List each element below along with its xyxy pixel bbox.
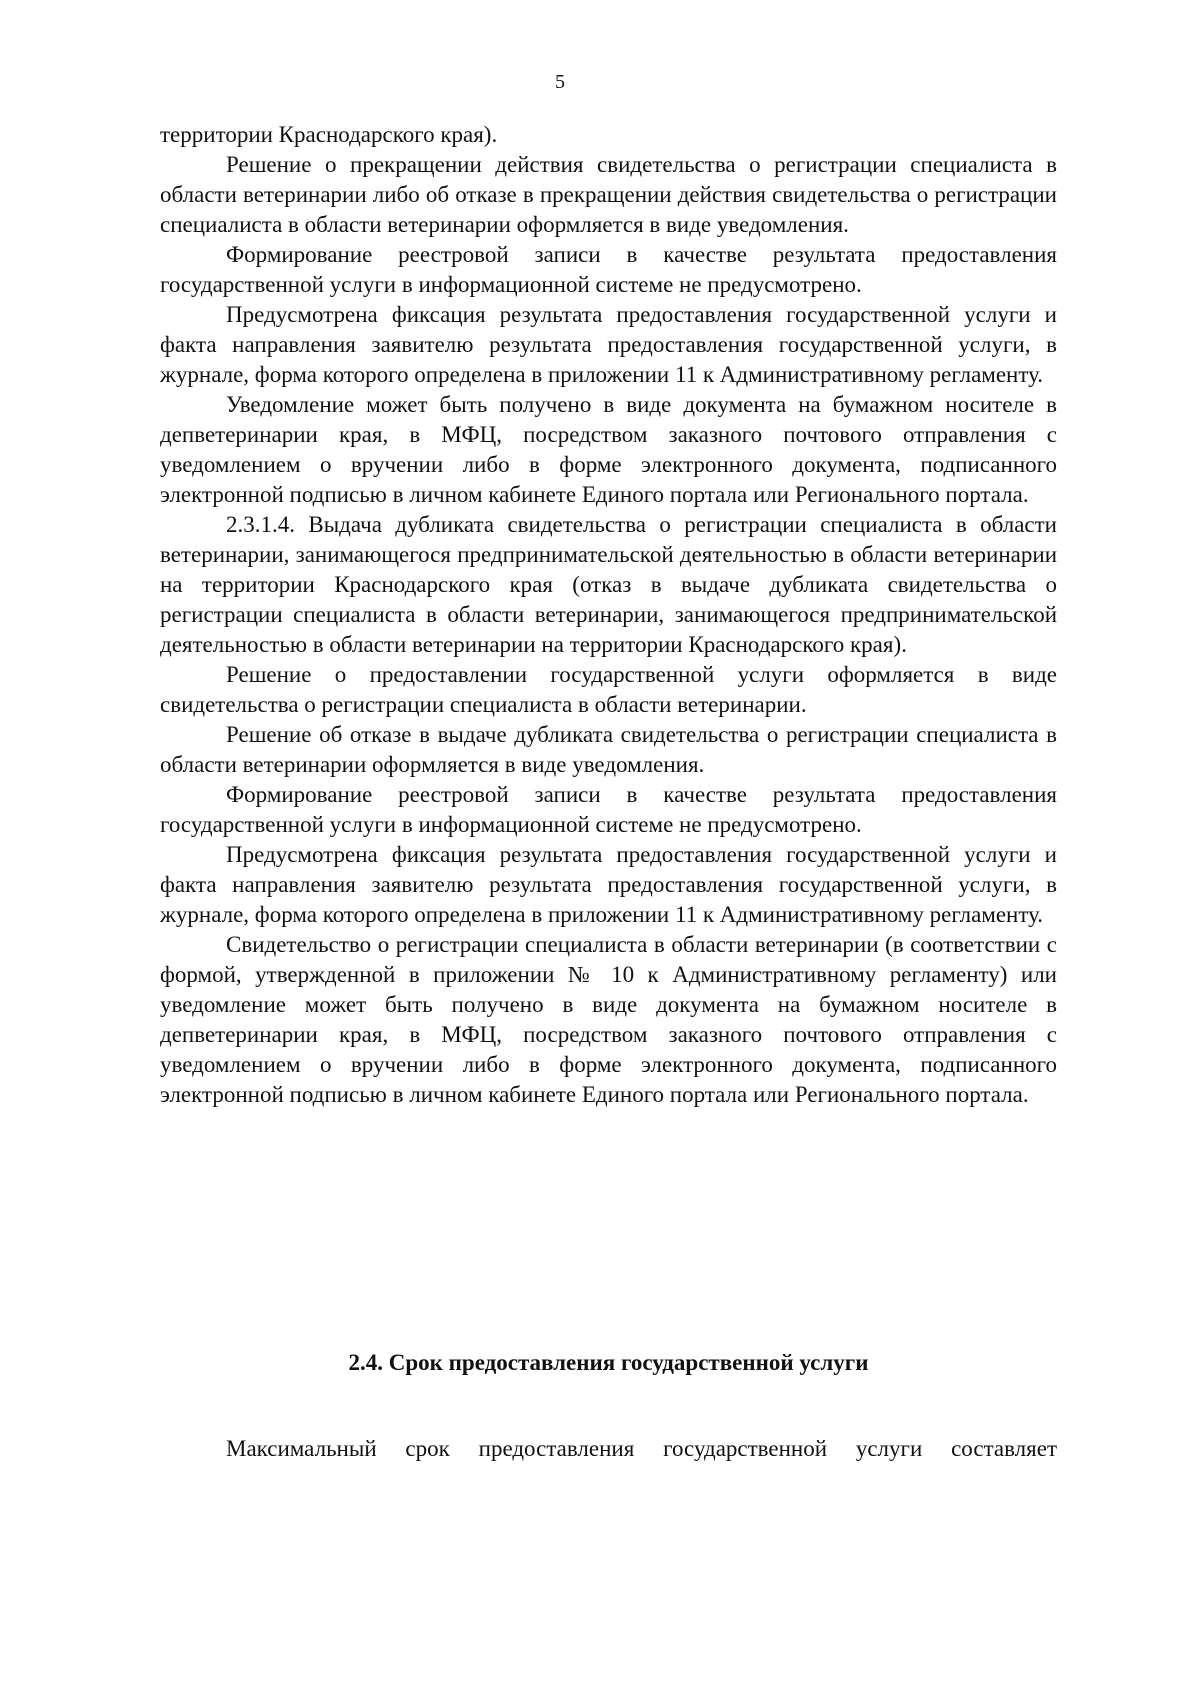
- paragraph: Предусмотрена фиксация результата предоставления государственной услуги и факта направления заявителю результата предоставления государственной услуги, в журнале, форма которого определена в приложении 11 к Административному регламенту.: [160, 302, 1057, 387]
- paragraph: Формирование реестровой записи в качестве результата предоставления государственной услуги в информационной системе не предусмотрено.: [160, 782, 1057, 837]
- paragraph: Решение о прекращении действия свидетельства о регистрации специалиста в области ветеринарии либо об отказе в прекращении действия свидетельства о регистрации специалиста в области ветеринарии оформляется в виде уведомления.: [160, 152, 1057, 237]
- paragraph: Решение о предоставлении государственной услуги оформляется в виде свидетельства о регистрации специалиста в области ветеринарии.: [160, 662, 1057, 717]
- paragraph: Предусмотрена фиксация результата предоставления государственной услуги и факта направления заявителю результата предоставления государственной услуги, в журнале, форма которого определена в приложении 11 к Административному регламенту.: [160, 842, 1057, 927]
- paragraph: Решение об отказе в выдаче дубликата свидетельства о регистрации специалиста в области ветеринарии оформляется в виде уведомления.: [160, 722, 1057, 777]
- document-body: [160, 120, 1057, 1110]
- section-heading: 2.4. Срок предоставления государственной услуги: [348, 1350, 869, 1375]
- paragraph: Формирование реестровой записи в качестве результата предоставления государственной услуги в информационной системе не предусмотрено.: [160, 242, 1057, 297]
- page-number: 5: [555, 71, 565, 93]
- paragraph: 2.3.1.4. Выдача дубликата свидетельства о регистрации специалиста в области ветеринарии, занимающегося предпринимательской деятельностью в области ветеринарии на территории Краснодарского края (отказ в выдаче дубликата свидетельства о регистрации специалиста в области ветеринарии, занимающегося предпринимательской деятельностью в области ветеринарии на территории Краснодарского края).: [160, 512, 1057, 657]
- paragraph: Свидетельство о регистрации специалиста в области ветеринарии (в соответствии с формой, утвержденной в приложении № 10 к Административному регламенту) или уведомление может быть получено в виде документа на бумажном носителе в депветеринарии края, в МФЦ, посредством заказного почтового отправления с уведомлением о вручении либо в форме электронного документа, подписанного электронной подписью в личном кабинете Единого портала или Регионального портала.: [160, 932, 1057, 1107]
- paragraph: Уведомление может быть получено в виде документа на бумажном носителе в депветеринарии края, в МФЦ, посредством заказного почтового отправления с уведомлением о вручении либо в форме электронного документа, подписанного электронной подписью в личном кабинете Единого портала или Регионального портала.: [160, 392, 1057, 507]
- paragraph-continued: Максимальный срок предоставления государственной услуги составляет: [226, 1436, 1057, 1461]
- paragraph: территории Краснодарского края).: [160, 122, 498, 147]
